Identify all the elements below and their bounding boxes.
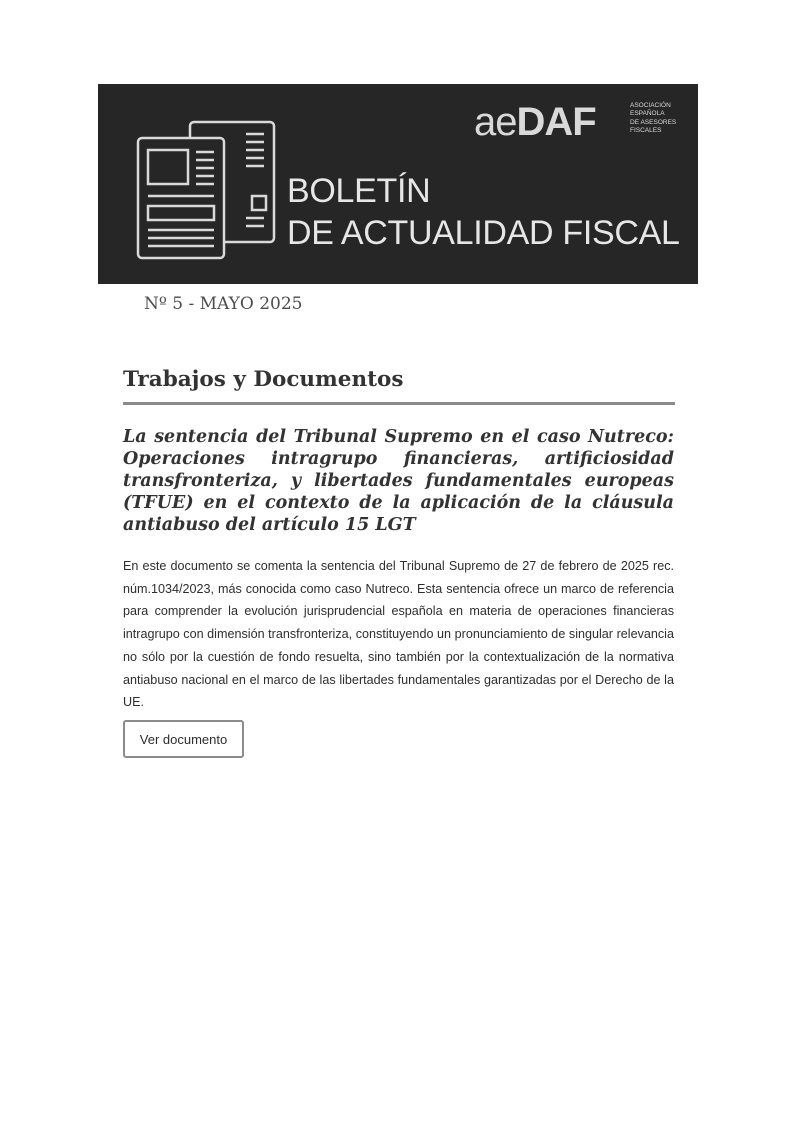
article-title: La sentencia del Tribunal Supremo en el caso Nutreco: Operaciones intragrupo financieras, artificiosidad transfronteriza, y libertades fundamentales europeas (TFUE) en el contexto de la aplicación de la cláusula antiabuso del artículo 15 LGT [123, 427, 674, 535]
logo-sub-line: DE ASESORES [630, 118, 677, 126]
view-document-button[interactable]: Ver documento [123, 720, 244, 758]
logo-subtitle [630, 102, 690, 136]
bulletin-title-line2: DE ACTUALIDAD FISCAL [287, 214, 680, 252]
logo-sub-line: ASOCIACIÓN [630, 102, 671, 109]
bulletin-title [287, 170, 680, 254]
logo-wordmark [474, 100, 596, 144]
header-banner [98, 84, 698, 284]
aedaf-logo [474, 100, 684, 144]
article-body: En este documento se comenta la sentencia del Tribunal Supremo de 27 de febrero de 2025 rec. núm.1034/2023, más conocida como caso Nutreco. Esta sentencia ofrece un marco de referencia para comprender la evolución jurisprudencial española en materia de operaciones financieras intragrupo con dimensión transfronteriza, constituyendo un pronunciamiento de singular relevancia no sólo por la cuestión de fondo resuelta, sino también por la contextualización de la normativa antiabuso nacional en el marco de las libertades fundamentales garantizadas por el Derecho de la UE. [123, 559, 674, 710]
logo-sub-line: FISCALES [630, 127, 662, 135]
logo-wordmark-bold: DAF [516, 100, 596, 144]
bulletin-title-line1: BOLETÍN [287, 172, 431, 210]
logo-wordmark-light: ae [474, 100, 517, 144]
section-title: Trabajos y Documentos [123, 367, 675, 405]
issue-number: Nº 5 - MAYO 2025 [144, 294, 303, 314]
documents-icon [134, 118, 279, 263]
logo-sub-line: ESPAÑOLA [630, 110, 665, 118]
